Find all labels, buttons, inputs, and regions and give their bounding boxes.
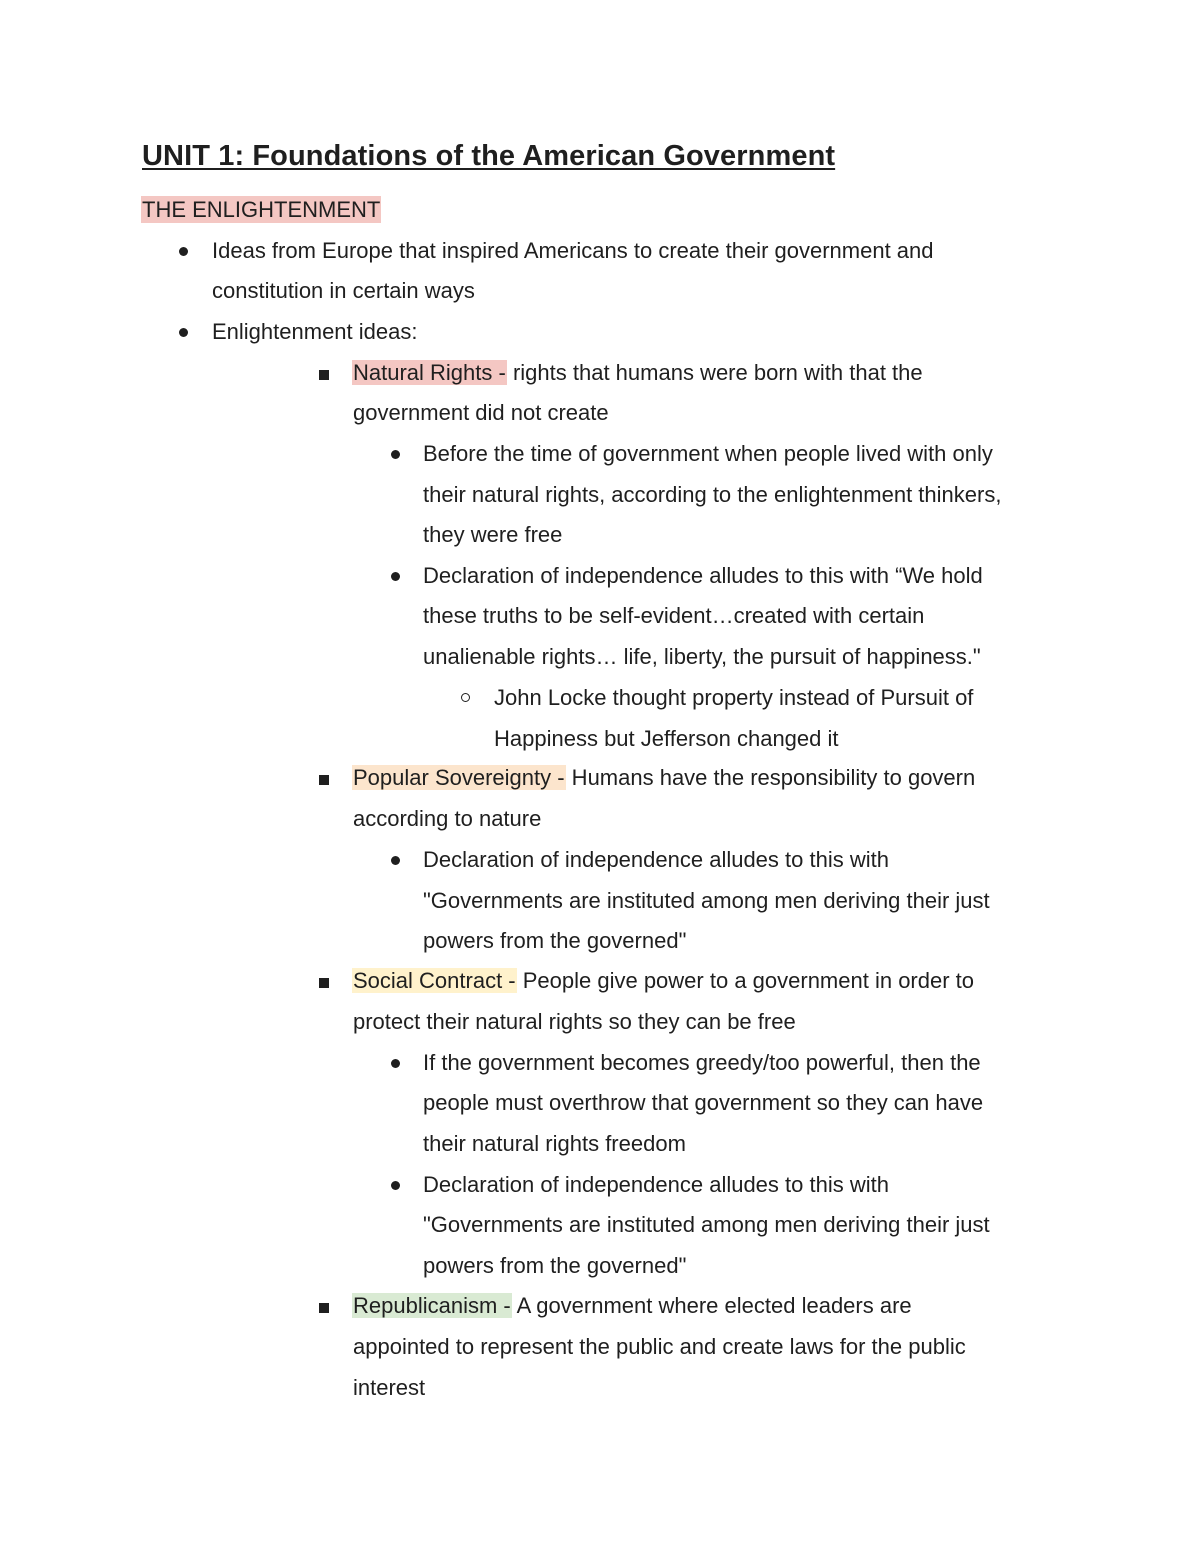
bullet-dot-icon bbox=[391, 1181, 400, 1190]
europe-ideas-line2: constitution in certain ways bbox=[212, 278, 475, 303]
popular-sovereignty-sub1-line1: Declaration of independence alludes to this with bbox=[423, 847, 889, 872]
natural-rights-subsub-line1: John Locke thought property instead of Pursuit of bbox=[494, 685, 974, 710]
natural-rights-line1 bbox=[352, 358, 923, 388]
bullet-dot-icon bbox=[179, 328, 188, 337]
social-contract-sub1-line3: their natural rights freedom bbox=[423, 1131, 686, 1156]
natural-rights-definition: rights that humans were born with that the bbox=[506, 360, 923, 385]
natural-rights-line2: government did not create bbox=[353, 400, 609, 425]
popular-sovereignty-line2: according to nature bbox=[353, 806, 542, 831]
bullet-dot-icon bbox=[391, 1059, 400, 1068]
social-contract-sub1-line2: people must overthrow that government so they can have bbox=[423, 1090, 984, 1115]
popular-sovereignty-sub1-line2: "Governments are instituted among men deriving their just bbox=[423, 888, 990, 913]
social-contract-sub2-line1: Declaration of independence alludes to this with bbox=[423, 1172, 889, 1197]
bullet-dot-icon bbox=[391, 572, 400, 581]
social-contract-line1 bbox=[352, 966, 974, 996]
natural-rights-sub1-line1: Before the time of government when people lived with only bbox=[423, 441, 993, 466]
natural-rights-sub2-line1: Declaration of independence alludes to this with “We hold bbox=[423, 563, 983, 588]
republicanism-definition: A government where elected leaders are bbox=[511, 1293, 912, 1318]
natural-rights-subsub-line2: Happiness but Jefferson changed it bbox=[494, 726, 839, 751]
bullet-square-icon bbox=[319, 775, 329, 785]
republicanism-line3: interest bbox=[353, 1375, 426, 1400]
natural-rights-sub2-line3: unalienable rights… life, liberty, the pursuit of happiness." bbox=[423, 644, 981, 669]
popular-sovereignty-line1 bbox=[352, 763, 975, 793]
bullet-square-icon bbox=[319, 978, 329, 988]
bullet-dot-icon bbox=[179, 247, 188, 256]
popular-sovereignty-term: Popular Sovereignty - bbox=[353, 765, 565, 790]
section-heading: THE ENLIGHTENMENT bbox=[142, 197, 381, 222]
social-contract-sub2-line3: powers from the governed" bbox=[423, 1253, 687, 1278]
europe-ideas-line1: Ideas from Europe that inspired Americans to create their government and bbox=[212, 238, 934, 263]
bullet-circle-icon bbox=[461, 693, 470, 702]
natural-rights-sub1-line2: their natural rights, according to the enlightenment thinkers, bbox=[423, 482, 1002, 507]
republicanism-line2: appointed to represent the public and create laws for the public bbox=[353, 1334, 966, 1359]
social-contract-sub1-line1: If the government becomes greedy/too powerful, then the bbox=[423, 1050, 981, 1075]
popular-sovereignty-sub1-line3: powers from the governed" bbox=[423, 928, 687, 953]
social-contract-definition: People give power to a government in order to bbox=[516, 968, 975, 993]
natural-rights-sub2-line2: these truths to be self-evident…created with certain bbox=[423, 603, 925, 628]
natural-rights-term: Natural Rights - bbox=[353, 360, 506, 385]
natural-rights-sub1-line3: they were free bbox=[423, 522, 563, 547]
bullet-dot-icon bbox=[391, 856, 400, 865]
republicanism-line1 bbox=[352, 1291, 912, 1321]
social-contract-term: Social Contract - bbox=[353, 968, 516, 993]
bullet-dot-icon bbox=[391, 450, 400, 459]
social-contract-sub2-line2: "Governments are instituted among men deriving their just bbox=[423, 1212, 990, 1237]
social-contract-line2: protect their natural rights so they can be free bbox=[353, 1009, 796, 1034]
document-title: UNIT 1: Foundations of the American Government bbox=[142, 140, 836, 172]
bullet-square-icon bbox=[319, 370, 329, 380]
popular-sovereignty-definition: Humans have the responsibility to govern bbox=[565, 765, 976, 790]
bullet-square-icon bbox=[319, 1303, 329, 1313]
republicanism-term: Republicanism - bbox=[353, 1293, 511, 1318]
enlightenment-ideas-label: Enlightenment ideas: bbox=[212, 319, 418, 344]
